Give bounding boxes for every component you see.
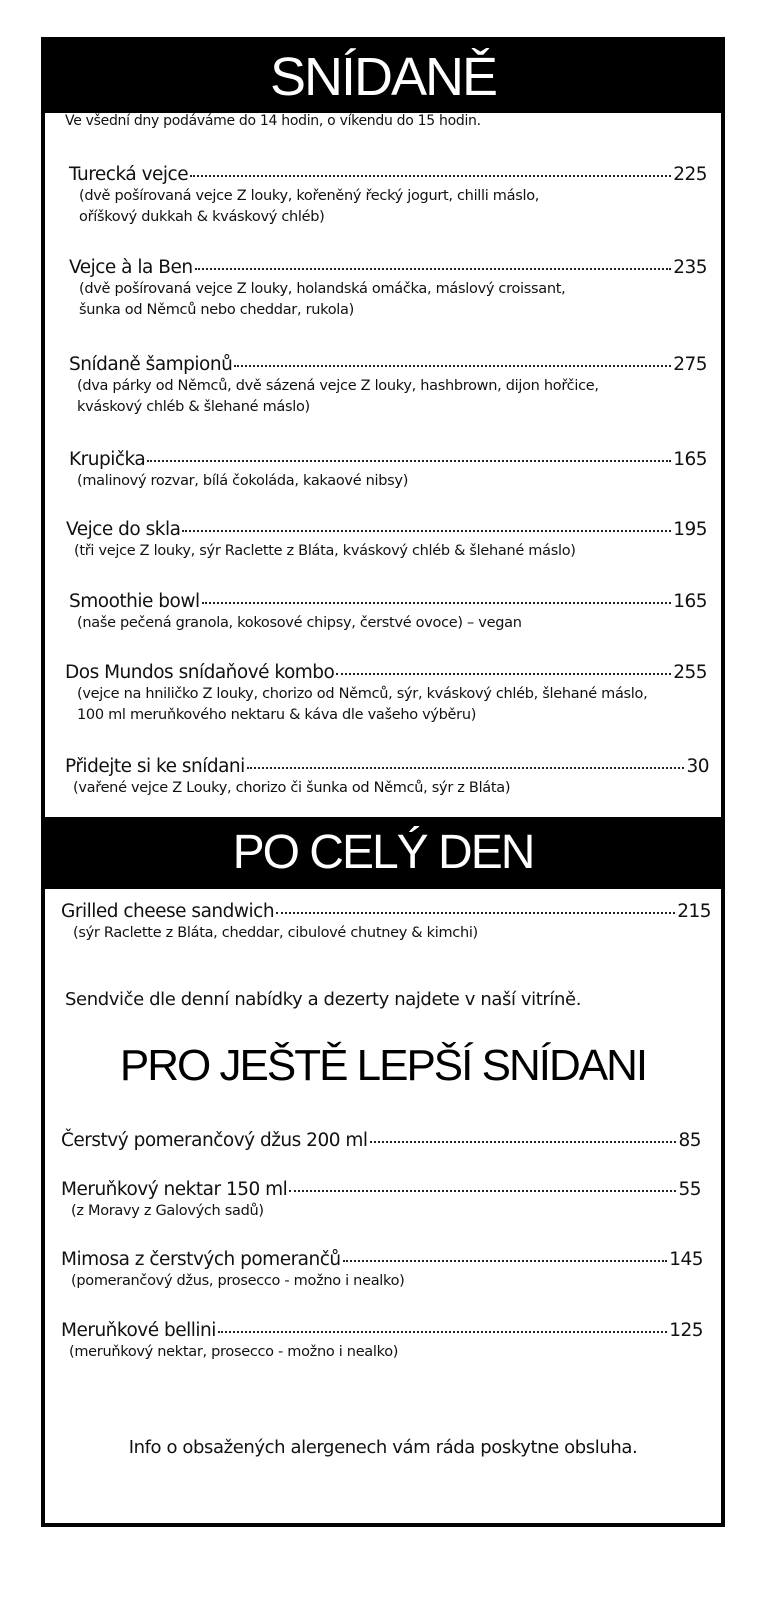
item-description-line: (meruňkový nektar, prosecco - možno i nealko) xyxy=(69,1344,399,1360)
menu-item xyxy=(69,164,707,228)
menu-item xyxy=(69,257,707,321)
menu-frame xyxy=(41,37,725,1527)
item-name: Dos Mundos snídaňové kombo xyxy=(65,662,335,683)
dot-leader xyxy=(336,673,671,675)
item-name: Grilled cheese sandwich xyxy=(61,901,275,922)
menu-item xyxy=(61,1179,701,1222)
item-description-line: 100 ml meruňkového nektaru & káva dle vašeho výběru) xyxy=(77,707,477,723)
menu-item xyxy=(69,449,707,492)
item-description xyxy=(69,471,707,492)
dot-leader xyxy=(276,912,675,914)
item-description-line: (tři vejce Z louky, sýr Raclette z Bláta, kváskový chléb & šlehané máslo) xyxy=(74,543,576,559)
menu-item xyxy=(61,1249,703,1292)
item-description-line: šunka od Němců nebo cheddar, rukola) xyxy=(79,302,354,318)
item-description-line: (z Moravy z Galových sadů) xyxy=(71,1203,264,1219)
dot-leader xyxy=(147,460,671,462)
item-description xyxy=(69,376,707,418)
item-name: Smoothie bowl xyxy=(69,591,200,612)
item-description xyxy=(65,684,707,726)
item-description-line: (dva párky od Němců, dvě sázená vejce Z louky, hashbrown, dijon hořčice, xyxy=(77,378,599,394)
opening-hours-note: Ve všední dny podáváme do 14 hodin, o víkendu do 15 hodin. xyxy=(65,113,481,129)
dot-leader xyxy=(247,767,685,769)
item-price: 85 xyxy=(678,1130,701,1151)
item-description xyxy=(69,613,707,634)
dot-leader xyxy=(370,1141,677,1143)
item-description-line: (vařené vejce Z Louky, chorizo či šunka od Němců, sýr z Bláta) xyxy=(73,780,511,796)
section-title: SNÍDANĚ xyxy=(269,47,497,107)
item-price: 30 xyxy=(686,756,709,777)
item-name: Vejce à la Ben xyxy=(69,257,193,278)
menu-item xyxy=(61,1320,703,1363)
item-description xyxy=(66,541,707,562)
item-description-line: kváskový chléb & šlehané máslo) xyxy=(77,399,310,415)
section-title: PO CELÝ DEN xyxy=(232,826,534,879)
item-price: 125 xyxy=(669,1320,703,1341)
dot-leader xyxy=(218,1331,667,1333)
menu-item xyxy=(69,354,707,418)
item-price: 235 xyxy=(673,257,707,278)
menu-item xyxy=(65,756,709,799)
item-price: 165 xyxy=(673,591,707,612)
item-name: Meruňkové bellini xyxy=(61,1320,216,1341)
item-description-line: (vejce na hniličko Z louky, chorizo od Němců, sýr, kváskový chléb, šlehané máslo, xyxy=(77,686,648,702)
item-name: Snídaně šampionů xyxy=(69,354,233,375)
dot-leader xyxy=(190,175,671,177)
item-price: 275 xyxy=(673,354,707,375)
item-description xyxy=(65,778,709,799)
item-price: 195 xyxy=(673,519,707,540)
item-description xyxy=(61,923,711,944)
item-description xyxy=(61,1342,703,1363)
item-price: 55 xyxy=(678,1179,701,1200)
item-name: Přidejte si ke snídani xyxy=(65,756,245,777)
dot-leader xyxy=(202,602,672,604)
item-description xyxy=(61,1201,701,1222)
menu-item xyxy=(61,1130,701,1151)
item-price: 145 xyxy=(669,1249,703,1270)
item-description-line: (sýr Raclette z Bláta, cheddar, cibulové chutney & kimchi) xyxy=(73,925,478,941)
section-header-snidane xyxy=(45,41,721,113)
dot-leader xyxy=(195,268,672,270)
item-price: 225 xyxy=(673,164,707,185)
item-name: Turecká vejce xyxy=(69,164,189,185)
item-description xyxy=(69,279,707,321)
section-header-po-cely-den xyxy=(45,817,721,889)
item-price: 165 xyxy=(673,449,707,470)
item-name: Krupička xyxy=(69,449,146,470)
item-description-line: (naše pečená granola, kokosové chipsy, čerstvé ovoce) – vegan xyxy=(77,615,522,631)
item-name: Meruňkový nektar 150 ml xyxy=(61,1179,288,1200)
item-name: Čerstvý pomerančový džus 200 ml xyxy=(61,1130,368,1151)
menu-item xyxy=(65,662,707,726)
item-description-line: (pomerančový džus, prosecco - možno i nealko) xyxy=(71,1273,405,1289)
item-description-line: (dvě pošírovaná vejce Z louky, holandská omáčka, máslový croissant, xyxy=(79,281,566,297)
item-description xyxy=(61,1271,703,1292)
dot-leader xyxy=(289,1190,676,1192)
item-name: Vejce do skla xyxy=(66,519,181,540)
section-title-pro-jeste-lepsi-snidani: PRO JEŠTĚ LEPŠÍ SNÍDANI xyxy=(119,1041,647,1090)
menu-item xyxy=(69,591,707,634)
item-description-line: oříškový dukkah & kváskový chléb) xyxy=(79,209,325,225)
item-description-line: (malinový rozvar, bílá čokoláda, kakaové nibsy) xyxy=(77,473,409,489)
allergen-note: Info o obsažených alergenech vám ráda poskytne obsluha. xyxy=(128,1437,638,1458)
menu-item xyxy=(66,519,707,562)
item-name: Mimosa z čerstvých pomerančů xyxy=(61,1249,341,1270)
item-description-line: (dvě pošírovaná vejce Z louky, kořeněný řecký jogurt, chilli máslo, xyxy=(79,188,540,204)
dot-leader xyxy=(234,365,671,367)
item-price: 255 xyxy=(673,662,707,683)
item-price: 215 xyxy=(677,901,711,922)
dot-leader xyxy=(182,530,671,532)
menu-item xyxy=(61,901,711,944)
dot-leader xyxy=(343,1260,668,1262)
daily-offer-note: Sendviče dle denní nabídky a dezerty najdete v naší vitríně. xyxy=(65,989,582,1010)
item-description xyxy=(69,186,707,228)
